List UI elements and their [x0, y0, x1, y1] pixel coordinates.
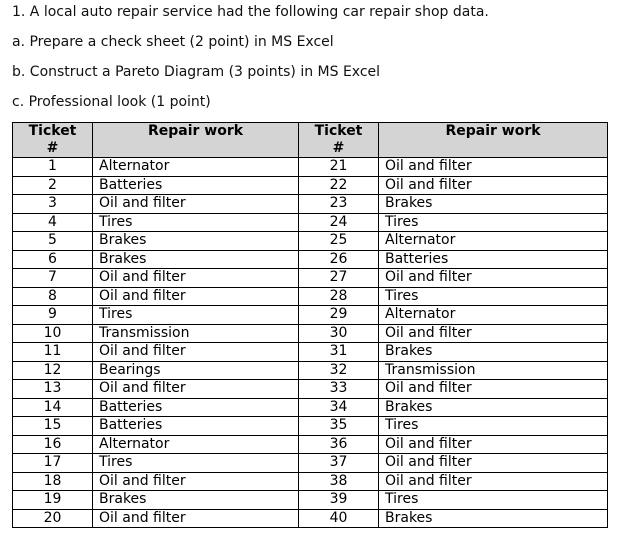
- repair-work-cell: Alternator: [93, 435, 299, 454]
- repair-work-cell: Oil and filter: [379, 324, 608, 343]
- table-row: [13, 324, 608, 343]
- repair-work-cell: Oil and filter: [379, 269, 608, 288]
- ticket-number-cell: 2: [13, 176, 93, 195]
- ticket-number-cell: 7: [13, 269, 93, 288]
- ticket-number-cell: 14: [13, 398, 93, 417]
- table-row: [13, 509, 608, 528]
- header-repair-work-right: Repair work: [379, 123, 608, 158]
- repair-work-cell: Batteries: [379, 250, 608, 269]
- repair-work-cell: Oil and filter: [379, 158, 608, 177]
- repair-work-cell: Oil and filter: [379, 176, 608, 195]
- ticket-number-cell: 11: [13, 343, 93, 362]
- repair-work-cell: Alternator: [379, 232, 608, 251]
- repair-work-cell: Oil and filter: [379, 454, 608, 473]
- ticket-number-cell: 36: [299, 435, 379, 454]
- repair-data-table: [12, 122, 608, 528]
- repair-work-cell: Brakes: [379, 398, 608, 417]
- ticket-number-cell: 24: [299, 213, 379, 232]
- table-row: [13, 269, 608, 288]
- repair-work-cell: Brakes: [379, 195, 608, 214]
- ticket-number-cell: 27: [299, 269, 379, 288]
- table-row: [13, 195, 608, 214]
- question-part-c: c. Professional look (1 point): [12, 94, 211, 110]
- header-repair-work-left: Repair work: [93, 123, 299, 158]
- ticket-number-cell: 23: [299, 195, 379, 214]
- repair-work-cell: Tires: [379, 417, 608, 436]
- ticket-number-cell: 9: [13, 306, 93, 325]
- repair-work-cell: Tires: [379, 213, 608, 232]
- ticket-number-cell: 12: [13, 361, 93, 380]
- header-ticket-right: [299, 123, 379, 158]
- table-body: [13, 158, 608, 528]
- repair-work-cell: Bearings: [93, 361, 299, 380]
- ticket-number-cell: 20: [13, 509, 93, 528]
- table-row: [13, 454, 608, 473]
- repair-work-cell: Brakes: [379, 509, 608, 528]
- table-row: [13, 232, 608, 251]
- table-row: [13, 380, 608, 399]
- ticket-number-cell: 15: [13, 417, 93, 436]
- repair-work-cell: Tires: [93, 454, 299, 473]
- repair-work-cell: Batteries: [93, 176, 299, 195]
- header-ticket-label: Ticket: [314, 123, 363, 139]
- repair-work-cell: Batteries: [93, 417, 299, 436]
- ticket-number-cell: 21: [299, 158, 379, 177]
- repair-work-cell: Brakes: [93, 250, 299, 269]
- ticket-number-cell: 39: [299, 491, 379, 510]
- repair-work-cell: Alternator: [379, 306, 608, 325]
- ticket-number-cell: 31: [299, 343, 379, 362]
- ticket-number-cell: 17: [13, 454, 93, 473]
- repair-work-cell: Brakes: [93, 232, 299, 251]
- ticket-number-cell: 16: [13, 435, 93, 454]
- ticket-number-cell: 37: [299, 454, 379, 473]
- table-header-row: [13, 123, 608, 158]
- table-row: [13, 158, 608, 177]
- repair-work-cell: Tires: [93, 213, 299, 232]
- ticket-number-cell: 1: [13, 158, 93, 177]
- table-row: [13, 491, 608, 510]
- table-row: [13, 435, 608, 454]
- ticket-number-cell: 10: [13, 324, 93, 343]
- table-row: [13, 398, 608, 417]
- repair-work-cell: Batteries: [93, 398, 299, 417]
- question-intro: 1. A local auto repair service had the following car repair shop data.: [12, 4, 489, 20]
- repair-work-cell: Oil and filter: [93, 195, 299, 214]
- repair-work-cell: Oil and filter: [93, 343, 299, 362]
- repair-work-cell: Oil and filter: [379, 472, 608, 491]
- repair-work-cell: Oil and filter: [93, 380, 299, 399]
- table-row: [13, 361, 608, 380]
- ticket-number-cell: 22: [299, 176, 379, 195]
- repair-work-cell: Alternator: [93, 158, 299, 177]
- ticket-number-cell: 5: [13, 232, 93, 251]
- ticket-number-cell: 26: [299, 250, 379, 269]
- table-row: [13, 213, 608, 232]
- ticket-number-cell: 34: [299, 398, 379, 417]
- repair-work-cell: Tires: [379, 491, 608, 510]
- table-row: [13, 306, 608, 325]
- repair-work-cell: Oil and filter: [379, 435, 608, 454]
- repair-work-cell: Oil and filter: [93, 269, 299, 288]
- repair-work-cell: Brakes: [379, 343, 608, 362]
- table-row: [13, 287, 608, 306]
- ticket-number-cell: 32: [299, 361, 379, 380]
- table-row: [13, 472, 608, 491]
- repair-work-cell: Oil and filter: [93, 287, 299, 306]
- repair-work-cell: Brakes: [93, 491, 299, 510]
- repair-work-cell: Oil and filter: [93, 472, 299, 491]
- ticket-number-cell: 35: [299, 417, 379, 436]
- ticket-number-cell: 3: [13, 195, 93, 214]
- header-ticket-hash: #: [46, 140, 59, 156]
- table-row: [13, 417, 608, 436]
- repair-work-cell: Tires: [93, 306, 299, 325]
- repair-work-cell: Tires: [379, 287, 608, 306]
- ticket-number-cell: 8: [13, 287, 93, 306]
- table-row: [13, 343, 608, 362]
- ticket-number-cell: 28: [299, 287, 379, 306]
- repair-work-cell: Oil and filter: [93, 509, 299, 528]
- table-row: [13, 250, 608, 269]
- ticket-number-cell: 40: [299, 509, 379, 528]
- question-part-a: a. Prepare a check sheet (2 point) in MS Excel: [12, 34, 334, 50]
- repair-work-cell: Transmission: [93, 324, 299, 343]
- ticket-number-cell: 25: [299, 232, 379, 251]
- ticket-number-cell: 13: [13, 380, 93, 399]
- table-row: [13, 176, 608, 195]
- repair-work-cell: Oil and filter: [379, 380, 608, 399]
- header-ticket-left: [13, 123, 93, 158]
- ticket-number-cell: 4: [13, 213, 93, 232]
- ticket-number-cell: 38: [299, 472, 379, 491]
- ticket-number-cell: 19: [13, 491, 93, 510]
- ticket-number-cell: 33: [299, 380, 379, 399]
- ticket-number-cell: 18: [13, 472, 93, 491]
- question-part-b: b. Construct a Pareto Diagram (3 points) in MS Excel: [12, 64, 381, 80]
- header-ticket-hash: #: [332, 140, 345, 156]
- ticket-number-cell: 30: [299, 324, 379, 343]
- ticket-number-cell: 29: [299, 306, 379, 325]
- repair-work-cell: Transmission: [379, 361, 608, 380]
- ticket-number-cell: 6: [13, 250, 93, 269]
- header-ticket-label: Ticket: [28, 123, 77, 139]
